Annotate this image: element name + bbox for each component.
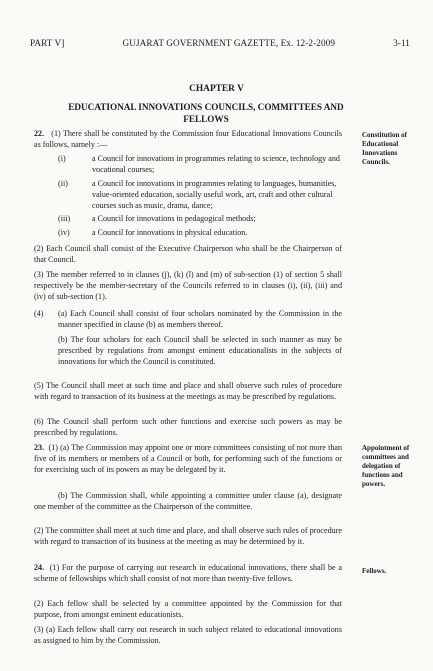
section-23-number: 23. <box>34 443 45 452</box>
section-22-intro <box>34 128 342 150</box>
item-label: (iv) <box>58 228 70 237</box>
sub-4b-text: (b) The four scholars for each Council shall be selected in such manner as may be prescribed by regulations from amongst eminent educationalists in the subjects of innovations for which the Council is constituted. <box>58 335 342 366</box>
section-22-sub-2: (2) Each Council shall consist of the Executive Chairperson who shall be the Chairperson of that Council. <box>34 244 342 264</box>
section-24-margin-note: Fellows. <box>362 567 387 575</box>
section-22-intro-text: (1) There shall be constituted by the Commission four Educational Innovations Councils as follows, namely :— <box>34 129 342 149</box>
item-text: a Council for innovations in programmes relating to science, technology and vocational courses; <box>92 154 340 174</box>
item-text: a Council for innovations in pedagogical methods; <box>92 214 256 223</box>
item-text: a Council for innovations in physical education. <box>92 228 248 237</box>
section-23-sub-1a-text: (1) (a) The Commission may appoint one or more committees consisting of not more than five of its members or members of a Council or both, for performing such of the functions or for exercising such of its powers as may be delegated by it. <box>34 443 343 474</box>
section-23-sub-1a <box>34 442 342 475</box>
section-24-number: 24. <box>34 563 45 572</box>
header-part: PART V] <box>30 38 65 48</box>
section-23-margin-note: Appointment of committees and delegation of functions and powers. <box>362 444 410 488</box>
section-24-sub-1 <box>34 562 342 584</box>
section-24-sub-3a: (3) (a) Each fellow shall carry out research in such subject related to educational innovations as assigned to him by the Commission. <box>34 625 342 645</box>
section-22-number: 22. <box>34 129 45 138</box>
section-22-item-ii <box>34 178 342 211</box>
section-24-sub-1-text: (1) For the purpose of carrying out research in educational innovations, there shall be a scheme of fellowships which shall consist of not more than twenty-five fellows. <box>34 563 342 583</box>
section-22-item-iv <box>34 227 342 238</box>
page-header <box>30 38 410 48</box>
section-23-sub-2: (2) The committee shall meet at such time and place, and shall observe such rules of procedure with regard to transaction of its business at the meeting as may be determined by it. <box>34 526 342 546</box>
section-24-sub-2: (2) Each fellow shall be selected by a committee appointed by the Commission for that purpose, from amongst eminent educationists. <box>34 599 342 619</box>
chapter-title: EDUCATIONAL INNOVATIONS COUNCILS, COMMITTEES AND FELLOWS <box>68 102 344 124</box>
section-22-sub-6: (6) The Council shall perform such other functions and exercise such powers as may be prescribed by regulations. <box>34 417 342 437</box>
section-22-sub-3: (3) The member referred to in clauses (j), (k) (l) and (m) of sub-section (1) of section 5 shall respectively be the member-secretary of the Councils referred to in clauses (i), (ii), (iii) and (iv) of sub-section (1). <box>34 270 342 301</box>
section-22-margin-note: Constitution of Educational Innovations Councils. <box>362 131 407 166</box>
sub-4a-text: (a) Each Council shall consist of four scholars nominated by the Commission in the manner specified in clause (b) as members thereof. <box>58 309 342 329</box>
sub-4-label: (4) <box>34 309 44 318</box>
section-22-sub-4b <box>34 334 342 367</box>
item-label: (i) <box>58 154 66 163</box>
header-page-number: 3-11 <box>393 38 410 48</box>
section-23-sub-1b: (b) The Commission shall, while appointing a committee under clause (a), designate one member of the committee as the Chairperson of the committee. <box>34 491 342 511</box>
item-label: (ii) <box>58 179 68 188</box>
section-22-item-iii <box>34 213 342 224</box>
header-title: GUJARAT GOVERNMENT GAZETTE, Ex. 12-2-2009 <box>122 38 336 48</box>
section-22-item-i <box>34 153 342 175</box>
item-label: (iii) <box>58 214 71 223</box>
chapter-number: CHAPTER V <box>189 84 244 94</box>
section-22-sub-4a <box>34 308 342 330</box>
item-text: a Council for innovations in programmes relating to languages, humanities, value-oriented education, socially useful work, art, craft and other cultural courses such as music, drama, dance; <box>92 179 337 210</box>
section-22-sub-5: (5) The Council shall meet at such time and place and shall observe such rules of procedure with regard to transaction of its business at the meetings as may be prescribed by regulations. <box>34 381 342 401</box>
